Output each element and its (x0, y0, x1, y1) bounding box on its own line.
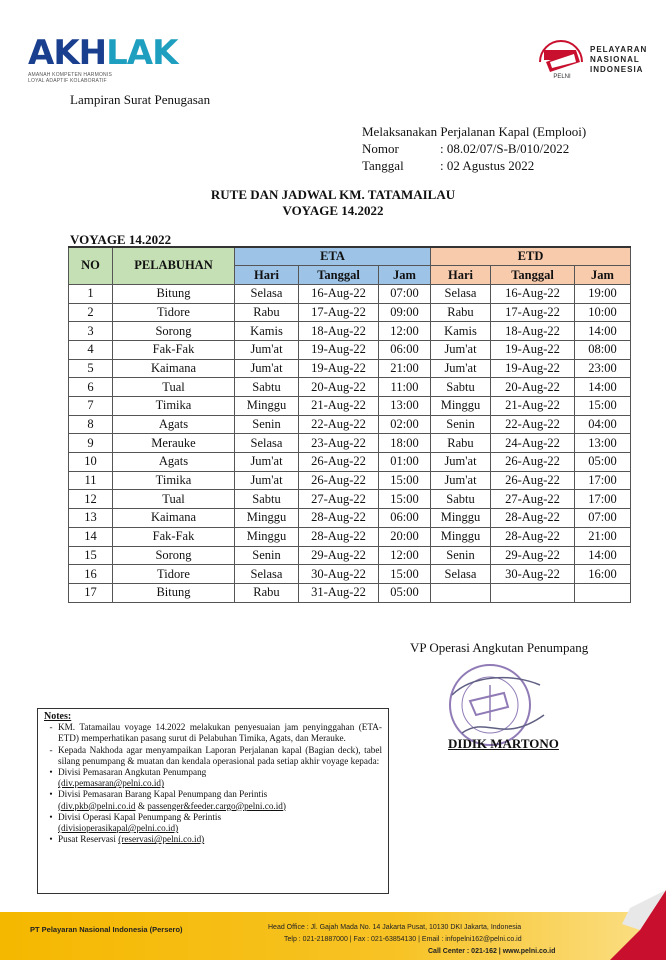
cell-pelabuhan: Agats (113, 453, 235, 472)
cell-eta-jam: 09:00 (379, 303, 431, 322)
document-subtitle: VOYAGE 14.2022 (282, 203, 384, 218)
table-row (69, 527, 631, 546)
cell-eta-tanggal: 20-Aug-22 (299, 378, 379, 397)
cell-pelabuhan: Tidore (113, 565, 235, 584)
email-link[interactable]: (reservasi@pelni.co.id) (118, 834, 205, 845)
akhlak-word-part1: AKH (28, 33, 107, 73)
cell-no: 5 (69, 359, 113, 378)
cell-etd-hari: Senin (431, 415, 491, 434)
cell-etd-jam: 17:00 (575, 471, 631, 490)
cell-eta-tanggal: 16-Aug-22 (299, 284, 379, 303)
cell-eta-jam: 05:00 (379, 583, 431, 602)
col-header-eta: ETA (235, 247, 431, 266)
cell-eta-hari: Jum'at (235, 359, 299, 378)
cell-etd-tanggal: 26-Aug-22 (491, 453, 575, 472)
cell-etd-tanggal: 19-Aug-22 (491, 359, 575, 378)
cell-eta-jam: 21:00 (379, 359, 431, 378)
cell-etd-jam: 08:00 (575, 340, 631, 359)
signatory-name: DIDIK MARTONO (448, 736, 559, 751)
cell-etd-tanggal: 26-Aug-22 (491, 471, 575, 490)
cell-etd-tanggal: 27-Aug-22 (491, 490, 575, 509)
col-header-no: NO (69, 247, 113, 284)
cell-eta-tanggal: 26-Aug-22 (299, 471, 379, 490)
table-row (69, 303, 631, 322)
cell-etd-hari: Selasa (431, 565, 491, 584)
cell-eta-jam: 15:00 (379, 490, 431, 509)
table-row (69, 434, 631, 453)
cell-etd-hari: Jum'at (431, 471, 491, 490)
cell-eta-jam: 20:00 (379, 527, 431, 546)
cell-no: 4 (69, 340, 113, 359)
cell-etd-jam: 14:00 (575, 546, 631, 565)
cell-eta-jam: 06:00 (379, 509, 431, 528)
cell-pelabuhan: Kaimana (113, 509, 235, 528)
cell-eta-hari: Rabu (235, 303, 299, 322)
letter-meta (362, 123, 586, 174)
cell-etd-tanggal: 28-Aug-22 (491, 509, 575, 528)
cell-eta-hari: Senin (235, 415, 299, 434)
cell-etd-tanggal: 19-Aug-22 (491, 340, 575, 359)
cell-etd-tanggal: 21-Aug-22 (491, 397, 575, 416)
footer-contacts: Telp : 021-21887000 | Fax : 021-63854130 | Email : infopelni162@pelni.co.id (284, 936, 522, 943)
cell-etd-tanggal: 20-Aug-22 (491, 378, 575, 397)
cell-no: 8 (69, 415, 113, 434)
cell-etd-hari: Jum'at (431, 359, 491, 378)
col-header-pelabuhan: PELABUHAN (113, 247, 235, 284)
nomor-label: Nomor (362, 141, 399, 156)
cell-etd-tanggal: 22-Aug-22 (491, 415, 575, 434)
cell-eta-tanggal: 19-Aug-22 (299, 359, 379, 378)
cell-pelabuhan: Tual (113, 490, 235, 509)
table-row (69, 340, 631, 359)
pelni-wordmark: PELAYARAN NASIONAL INDONESIA (590, 45, 648, 74)
signatory-title: VP Operasi Angkutan Penumpang (410, 640, 589, 655)
cell-no: 6 (69, 378, 113, 397)
cell-etd-tanggal: 30-Aug-22 (491, 565, 575, 584)
cell-eta-jam: 12:00 (379, 546, 431, 565)
cell-eta-tanggal: 18-Aug-22 (299, 322, 379, 341)
cell-eta-hari: Kamis (235, 322, 299, 341)
cell-etd-jam: 17:00 (575, 490, 631, 509)
cell-eta-tanggal: 19-Aug-22 (299, 340, 379, 359)
cell-eta-tanggal: 17-Aug-22 (299, 303, 379, 322)
cell-etd-hari: Jum'at (431, 340, 491, 359)
cell-etd-hari: Sabtu (431, 378, 491, 397)
table-row (69, 583, 631, 602)
cell-no: 14 (69, 527, 113, 546)
footer-callcenter: Call Center : 021-162 | www.pelni.co.id (428, 948, 556, 955)
cell-etd-hari: Minggu (431, 509, 491, 528)
cell-eta-hari: Selasa (235, 284, 299, 303)
akhlak-word-part2: LAK (106, 33, 178, 73)
akhlak-logo (28, 34, 177, 84)
table-row (69, 546, 631, 565)
cell-etd-tanggal: 29-Aug-22 (491, 546, 575, 565)
cell-pelabuhan: Timika (113, 397, 235, 416)
cell-eta-tanggal: 27-Aug-22 (299, 490, 379, 509)
cell-eta-hari: Minggu (235, 509, 299, 528)
cell-etd-hari: Senin (431, 546, 491, 565)
cell-etd-tanggal: 28-Aug-22 (491, 527, 575, 546)
cell-eta-jam: 02:00 (379, 415, 431, 434)
col-header-etd-tanggal: Tanggal (491, 266, 575, 285)
cell-eta-tanggal: 31-Aug-22 (299, 583, 379, 602)
table-row (69, 359, 631, 378)
table-row (69, 565, 631, 584)
cell-eta-hari: Sabtu (235, 378, 299, 397)
attachment-label: Lampiran Surat Penugasan (70, 92, 211, 107)
cell-eta-jam: 11:00 (379, 378, 431, 397)
cell-etd-hari (431, 583, 491, 602)
email-link[interactable]: (divisioperasikapal@pelni.co.id) (58, 823, 179, 834)
cell-pelabuhan: Sorong (113, 546, 235, 565)
cell-eta-hari: Sabtu (235, 490, 299, 509)
cell-etd-jam: 23:00 (575, 359, 631, 378)
cell-eta-jam: 06:00 (379, 340, 431, 359)
cell-pelabuhan: Bitung (113, 583, 235, 602)
cell-no: 16 (69, 565, 113, 584)
cell-no: 15 (69, 546, 113, 565)
cell-eta-hari: Selasa (235, 565, 299, 584)
table-row (69, 471, 631, 490)
cell-etd-jam (575, 583, 631, 602)
cell-no: 9 (69, 434, 113, 453)
cell-no: 13 (69, 509, 113, 528)
cell-etd-tanggal: 18-Aug-22 (491, 322, 575, 341)
cell-eta-jam: 15:00 (379, 565, 431, 584)
tanggal-label: Tanggal (362, 158, 404, 173)
cell-etd-jam: 14:00 (575, 378, 631, 397)
cell-pelabuhan: Fak-Fak (113, 340, 235, 359)
cell-etd-jam: 14:00 (575, 322, 631, 341)
footer-company: PT Pelayaran Nasional Indonesia (Persero) (30, 925, 183, 934)
col-header-eta-hari: Hari (235, 266, 299, 285)
cell-eta-jam: 12:00 (379, 322, 431, 341)
recipient-item: • Divisi Pemasaran Barang Kapal Penumpang dan Perintis (div.pkb@pelni.co.id & passenger&feeder.cargo@pelni.co.id) (49, 789, 286, 811)
cell-pelabuhan: Bitung (113, 284, 235, 303)
cell-pelabuhan: Tidore (113, 303, 235, 322)
table-row (69, 453, 631, 472)
footer-decoration (600, 890, 666, 960)
tanggal-value: : 02 Agustus 2022 (440, 158, 535, 173)
schedule-body (69, 284, 631, 602)
cell-no: 7 (69, 397, 113, 416)
document-title: RUTE DAN JADWAL KM. TATAMAILAU (210, 187, 456, 202)
cell-etd-hari: Selasa (431, 284, 491, 303)
table-row (69, 284, 631, 303)
email-link[interactable]: (div.pkb@pelni.co.id (58, 800, 136, 811)
cell-pelabuhan: Fak-Fak (113, 527, 235, 546)
cell-eta-jam: 01:00 (379, 453, 431, 472)
cell-eta-jam: 07:00 (379, 284, 431, 303)
cell-eta-hari: Senin (235, 546, 299, 565)
cell-pelabuhan: Agats (113, 415, 235, 434)
cell-etd-jam: 21:00 (575, 527, 631, 546)
cell-eta-hari: Jum'at (235, 340, 299, 359)
cell-etd-jam: 15:00 (575, 397, 631, 416)
cell-etd-jam: 04:00 (575, 415, 631, 434)
col-header-eta-jam: Jam (379, 266, 431, 285)
notes-title: Notes: (44, 711, 72, 722)
col-header-etd-hari: Hari (431, 266, 491, 285)
cell-etd-hari: Rabu (431, 434, 491, 453)
cell-etd-jam: 13:00 (575, 434, 631, 453)
cell-pelabuhan: Timika (113, 471, 235, 490)
cell-etd-hari: Rabu (431, 303, 491, 322)
cell-eta-tanggal: 28-Aug-22 (299, 527, 379, 546)
table-row (69, 509, 631, 528)
cell-eta-hari: Rabu (235, 583, 299, 602)
cell-etd-jam: 07:00 (575, 509, 631, 528)
letter-purpose: Melaksanakan Perjalanan Kapal (Emplooi) (362, 124, 587, 139)
cell-eta-hari: Jum'at (235, 471, 299, 490)
nomor-value: : 08.02/07/S-B/010/2022 (440, 141, 570, 156)
note-item: - KM. Tatamailau voyage 14.2022 melakukan penyesuaian jam penyinggahan (ETA-ETD) memperhatikan pasang surut di Pelabuhan Timika, Agats, dan Merauke. (49, 722, 382, 744)
cell-no: 10 (69, 453, 113, 472)
cell-etd-hari: Jum'at (431, 453, 491, 472)
cell-eta-jam: 13:00 (379, 397, 431, 416)
cell-etd-jam: 16:00 (575, 565, 631, 584)
cell-no: 11 (69, 471, 113, 490)
cell-eta-tanggal: 26-Aug-22 (299, 453, 379, 472)
cell-etd-hari: Minggu (431, 397, 491, 416)
cell-no: 1 (69, 284, 113, 303)
cell-no: 2 (69, 303, 113, 322)
table-row (69, 378, 631, 397)
cell-etd-tanggal: 17-Aug-22 (491, 303, 575, 322)
cell-pelabuhan: Sorong (113, 322, 235, 341)
recipient-item: • Divisi Operasi Kapal Penumpang & Perintis (divisioperasikapal@pelni.co.id) (44, 812, 382, 834)
cell-etd-jam: 05:00 (575, 453, 631, 472)
pelni-badge-text: PELNI (553, 74, 571, 80)
cell-etd-tanggal: 16-Aug-22 (491, 284, 575, 303)
cell-etd-hari: Sabtu (431, 490, 491, 509)
cell-eta-jam: 15:00 (379, 471, 431, 490)
cell-eta-tanggal: 23-Aug-22 (299, 434, 379, 453)
pelni-flag-logo (536, 40, 586, 82)
schedule-table (68, 246, 631, 603)
col-header-eta-tanggal: Tanggal (299, 266, 379, 285)
notes-box (37, 708, 389, 894)
recipient-item: • Pusat Reservasi (reservasi@pelni.co.id) (49, 834, 205, 845)
cell-etd-jam: 10:00 (575, 303, 631, 322)
cell-eta-hari: Selasa (235, 434, 299, 453)
cell-no: 12 (69, 490, 113, 509)
voyage-label: VOYAGE 14.2022 (70, 232, 172, 247)
cell-etd-hari: Kamis (431, 322, 491, 341)
col-header-etd: ETD (431, 247, 631, 266)
cell-eta-tanggal: 21-Aug-22 (299, 397, 379, 416)
cell-eta-tanggal: 22-Aug-22 (299, 415, 379, 434)
cell-eta-tanggal: 30-Aug-22 (299, 565, 379, 584)
footer-address: Head Office : Jl. Gajah Mada No. 14 Jakarta Pusat, 10130 DKI Jakarta, Indonesia (268, 924, 522, 931)
akhlak-tagline-2: LOYAL ADAPTIF KOLABORATIF (28, 78, 107, 84)
email-link[interactable]: passenger&feeder.cargo@pelni.co.id) (147, 800, 286, 811)
cell-pelabuhan: Merauke (113, 434, 235, 453)
cell-eta-jam: 18:00 (379, 434, 431, 453)
letterhead-footer (0, 912, 666, 960)
table-row (69, 490, 631, 509)
cell-no: 3 (69, 322, 113, 341)
table-row (69, 397, 631, 416)
cell-eta-hari: Minggu (235, 397, 299, 416)
email-link[interactable]: (div.pemasaran@pelni.co.id) (58, 778, 165, 789)
cell-etd-hari: Minggu (431, 527, 491, 546)
akhlak-tagline-1: AMANAH KOMPETEN HARMONIS (28, 72, 112, 78)
cell-eta-tanggal: 28-Aug-22 (299, 509, 379, 528)
table-row (69, 322, 631, 341)
cell-pelabuhan: Tual (113, 378, 235, 397)
cell-eta-tanggal: 29-Aug-22 (299, 546, 379, 565)
cell-etd-jam: 19:00 (575, 284, 631, 303)
cell-eta-hari: Jum'at (235, 453, 299, 472)
col-header-etd-jam: Jam (575, 266, 631, 285)
note-item: - Kepada Nakhoda agar menyampaikan Laporan Perjalanan kapal (Bagian deck), tabel silang penumpang & muatan dan kendala operasional pada setiap akhir voyage kepada: (49, 744, 382, 766)
cell-etd-tanggal: 24-Aug-22 (491, 434, 575, 453)
cell-eta-hari: Minggu (235, 527, 299, 546)
cell-no: 17 (69, 583, 113, 602)
table-row (69, 415, 631, 434)
cell-etd-tanggal (491, 583, 575, 602)
cell-pelabuhan: Kaimana (113, 359, 235, 378)
recipient-item: • Divisi Pemasaran Angkutan Penumpang (div.pemasaran@pelni.co.id) (44, 767, 382, 789)
